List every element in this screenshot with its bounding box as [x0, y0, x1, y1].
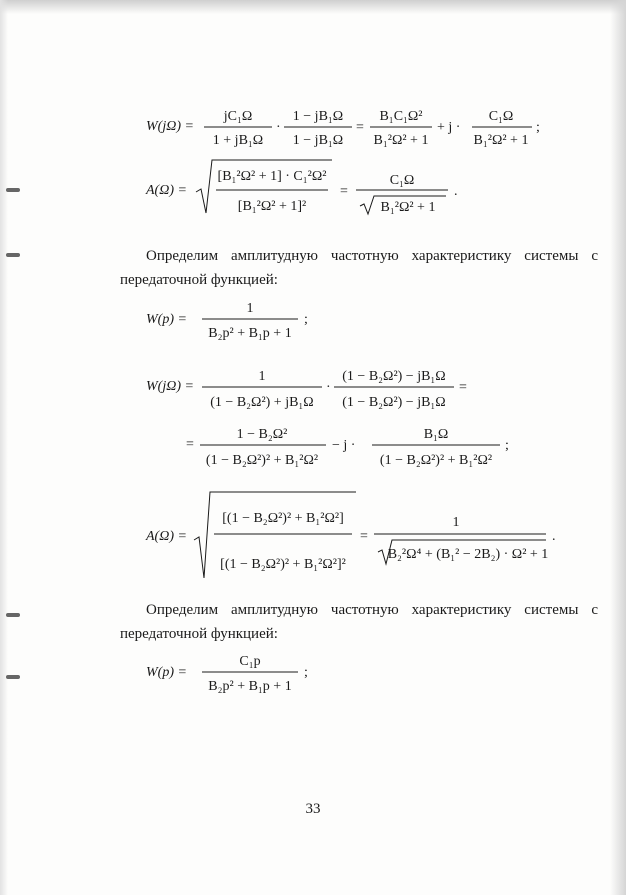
page-left-shadow: [0, 0, 8, 895]
fraction-denominator: B₁²Ω² + 1: [380, 200, 436, 215]
multiply-dot: ·: [326, 380, 331, 395]
formula-lhs: W(jΩ) =: [146, 379, 194, 394]
fraction-denominator: 1 − jB₁Ω: [292, 133, 344, 148]
binding-hole-mark: [6, 188, 20, 192]
semicolon: ;: [505, 438, 509, 453]
equals-sign: =: [356, 120, 364, 135]
fraction-numerator: B₁Ω: [423, 427, 449, 442]
paragraph-text: [120, 244, 598, 292]
paragraph-body: Определим амплитудную частотную характеристику системы с передаточной функцией:: [120, 248, 598, 288]
binding-hole-mark: [6, 253, 20, 257]
fraction-numerator: 1 − B₂Ω²: [236, 427, 288, 442]
period: .: [454, 184, 458, 199]
semicolon: ;: [304, 665, 308, 680]
fraction-numerator: jC₁Ω: [223, 109, 253, 124]
equals-sign: =: [340, 184, 348, 199]
paragraph-body: Определим амплитудную частотную характеристику системы с передаточной функцией:: [120, 602, 598, 642]
equals-sign: =: [360, 529, 368, 544]
fraction-numerator: B₁C₁Ω²: [379, 109, 423, 124]
fraction-numerator: 1 − jB₁Ω: [292, 109, 344, 124]
fraction-denominator: (1 − B₂Ω²) + jB₁Ω: [210, 395, 314, 410]
paragraph-text: [120, 598, 598, 646]
fraction-denominator: (1 − B₂Ω²)² + B₁²Ω²: [379, 453, 493, 468]
page-top-shadow: [0, 0, 626, 14]
formula-transfer-p-1: [146, 295, 346, 343]
fraction-denominator: B₂²Ω⁴ + (B₁² − 2B₂) · Ω² + 1: [387, 547, 549, 562]
multiply-dot: ·: [276, 120, 281, 135]
page-number: 33: [305, 801, 321, 817]
fraction-numerator: 1: [246, 301, 254, 316]
fraction-denominator: 1 + jB₁Ω: [212, 133, 264, 148]
formula-transfer-p-2: [146, 648, 346, 696]
fraction-denominator: [(1 − B₂Ω²)² + B₁²Ω²]²: [220, 557, 346, 572]
fraction-denominator: (1 − B₂Ω²) − jB₁Ω: [342, 395, 446, 410]
equals-sign: =: [186, 437, 194, 452]
page-right-shadow: [610, 0, 626, 895]
formula-lhs: W(p) =: [146, 312, 187, 327]
fraction-denominator: [B₁²Ω² + 1]²: [237, 199, 307, 214]
plus-j: + j ·: [437, 120, 461, 135]
fraction-numerator: C₁Ω: [389, 173, 415, 188]
semicolon: ;: [536, 120, 540, 135]
formula-transfer-jomega-1: [146, 102, 546, 150]
fraction-denominator: B₁²Ω² + 1: [473, 133, 529, 148]
formula-transfer-jomega-3: [186, 418, 586, 474]
fraction-denominator: B₂p² + B₁p + 1: [208, 326, 292, 341]
formula-lhs: A(Ω) =: [146, 529, 187, 544]
fraction-numerator: C₁Ω: [488, 109, 514, 124]
fraction-denominator: (1 − B₂Ω²)² + B₁²Ω²: [205, 453, 319, 468]
period: .: [552, 529, 556, 544]
formula-transfer-jomega-2: [146, 360, 586, 416]
fraction-numerator: C₁p: [239, 654, 261, 669]
fraction-numerator: [B₁²Ω² + 1] · C₁²Ω²: [217, 169, 327, 184]
formula-lhs: A(Ω) =: [146, 183, 187, 198]
binding-hole-mark: [6, 613, 20, 617]
equals-sign: =: [459, 380, 467, 395]
fraction-denominator: B₂p² + B₁p + 1: [208, 679, 292, 694]
formula-lhs: W(jΩ) =: [146, 119, 194, 134]
minus-j: − j ·: [332, 438, 356, 453]
formula-lhs: W(p) =: [146, 665, 187, 680]
fraction-denominator: B₁²Ω² + 1: [373, 133, 429, 148]
fraction-numerator: (1 − B₂Ω²) − jB₁Ω: [342, 369, 446, 384]
binding-hole-mark: [6, 675, 20, 679]
fraction-numerator: [(1 − B₂Ω²)² + B₁²Ω²]: [222, 511, 344, 526]
fraction-numerator: 1: [258, 369, 266, 384]
formula-amplitude-2: [146, 488, 586, 584]
fraction-numerator: 1: [452, 515, 460, 530]
semicolon: ;: [304, 312, 308, 327]
formula-amplitude-1: [146, 158, 466, 220]
